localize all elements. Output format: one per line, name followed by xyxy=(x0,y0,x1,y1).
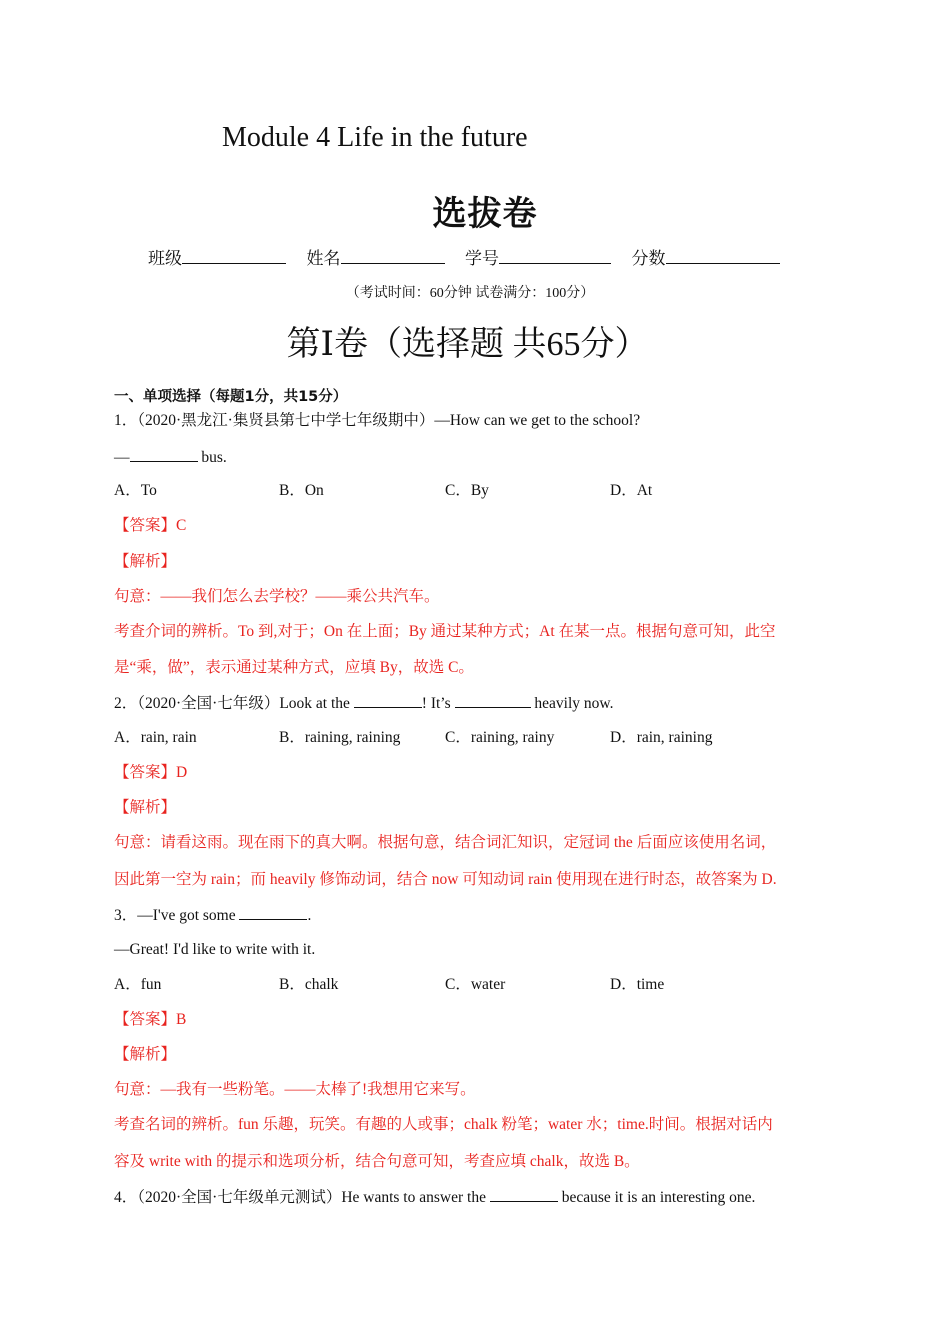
q2-stem: 2．（2020·全国·七年级）Look at the ! It’s heavily now. xyxy=(114,695,614,712)
student-number-field: 学号 xyxy=(465,244,611,269)
q2-answer: 【答案】D xyxy=(114,764,188,781)
q3-option-d: D．time xyxy=(610,976,665,993)
q3-analysis-line: 考查名词的辨析。fun 乐趣，玩笑。有趣的人或事；chalk 粉笔；water 水；time.时间。根据对话内 xyxy=(114,1116,773,1133)
q2-analysis-line: 句意：请看这雨。现在雨下的真大啊。根据句意，结合词汇知识，定冠词 the 后面应该使用名词， xyxy=(114,834,777,851)
q1-analysis-line: 句意：——我们怎么去学校？——乘公共汽车。 xyxy=(114,588,440,605)
q3-line2: —Great! I'd like to write with it. xyxy=(114,941,316,958)
name-field: 姓名 xyxy=(307,244,445,269)
document-subtitle: 选拔卷 xyxy=(432,194,538,234)
q1-option-b: B．On xyxy=(279,482,324,499)
q1-analysis-label: 【解析】 xyxy=(114,553,177,570)
q1-option-d: D．At xyxy=(610,482,653,499)
q2-analysis-label: 【解析】 xyxy=(114,799,177,816)
q2-options xyxy=(114,728,834,748)
q3-analysis-label: 【解析】 xyxy=(114,1046,177,1063)
q3-option-b: B．chalk xyxy=(279,976,339,993)
document-title: Module 4 Life in the future xyxy=(222,122,528,153)
q2-option-b: B．raining, raining xyxy=(279,729,401,746)
q1-option-c: C．By xyxy=(445,482,489,499)
q1-analysis-line: 考查介词的辨析。To 到,对于；On 在上面；By 通过某种方式；At 在某一点。根据句意可知，此空 xyxy=(114,623,776,640)
q3-analysis-line: 容及 write with 的提示和选项分析，结合句意可知，考查应填 chalk，故选 B。 xyxy=(114,1153,640,1170)
q2-analysis-line: 因此第一空为 rain；而 heavily 修饰动词，结合 now 可知动词 rain 使用现在进行时态，故答案为 D. xyxy=(114,871,777,888)
q3-answer: 【答案】B xyxy=(114,1011,187,1028)
q1-answer: 【答案】C xyxy=(114,517,187,534)
q3-option-c: C．water xyxy=(445,976,506,993)
exam-info: （考试时间：60分钟 试卷满分：100分） xyxy=(345,286,595,301)
q3-option-a: A．fun xyxy=(114,976,162,993)
q1-line2: — bus. xyxy=(114,449,227,466)
q1-analysis-line: 是“乘，做”，表示通过某种方式，应填 By，故选 C。 xyxy=(114,659,474,676)
q1-options xyxy=(114,481,834,501)
q2-option-a: A．rain, rain xyxy=(114,729,197,746)
q2-option-c: C．raining, rainy xyxy=(445,729,555,746)
section-title: 一、单项选择（每题1分，共15分） xyxy=(114,389,348,405)
q2-option-d: D．rain, raining xyxy=(610,729,713,746)
q3-analysis-line: 句意：—我有一些粉笔。——太棒了!我想用它来写。 xyxy=(114,1081,476,1098)
q1-stem: 1．（2020·黑龙江·集贤县第七中学七年级期中）—How can we get to the school? xyxy=(114,412,641,429)
part-heading: 第Ⅰ卷（选择题 共65分） xyxy=(286,326,649,363)
q3-options xyxy=(114,975,834,995)
q4-stem: 4．（2020·全国·七年级单元测试）He wants to answer the because it is an interesting one. xyxy=(114,1189,756,1206)
class-field: 班级 xyxy=(148,244,286,269)
student-info-row xyxy=(148,244,780,269)
q1-option-a: A．To xyxy=(114,482,157,499)
q3-stem: 3．—I've got some . xyxy=(114,907,312,924)
score-field: 分数 xyxy=(632,244,780,269)
